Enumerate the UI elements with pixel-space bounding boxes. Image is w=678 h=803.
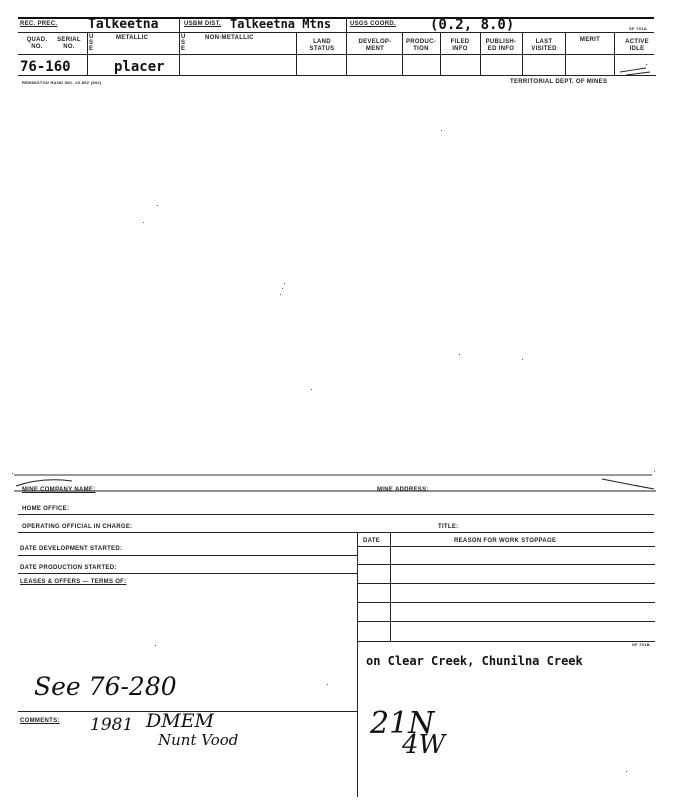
usbm-dist-value: Talkeetna Mtns xyxy=(230,17,332,31)
scan-speck xyxy=(311,389,312,390)
title-label: TITLE: xyxy=(438,524,459,530)
mine-company-name-label: MINE COMPANY NAME: xyxy=(22,487,96,493)
published-info-header: PUBLISH- ED INFO xyxy=(485,39,517,52)
nonmetallic-header: NON-METALLIC xyxy=(205,35,254,41)
usgs-coord-value: (0.2, 8.0) xyxy=(430,17,515,33)
home-office-label: HOME OFFICE: xyxy=(22,506,70,512)
quad-no-header: QUAD. NO. xyxy=(26,37,48,50)
handwritten-comment-name: Nunt Vood xyxy=(158,731,239,749)
comments-label: COMMENTS: xyxy=(20,718,60,724)
scan-speck xyxy=(654,471,655,472)
mine-address-label: MINE ADDRESS: xyxy=(377,487,429,493)
department-name: TERRITORIAL DEPT. OF MINES xyxy=(510,79,608,85)
serial-no-header: SERIAL NO. xyxy=(57,37,81,50)
scan-speck xyxy=(155,645,156,646)
use-nonmetallic-header: USE xyxy=(181,34,186,52)
active-idle-check-mark xyxy=(616,60,656,78)
production-header: PRODUC- TION xyxy=(405,39,437,52)
handwritten-range: 4W xyxy=(402,730,446,760)
active-idle-header: ACTIVE IDLE xyxy=(625,39,649,52)
form-number-bottom: SF 701B xyxy=(632,642,650,647)
usbm-dist-label: USBM DIST. xyxy=(184,21,222,27)
location-text: on Clear Creek, Chunilna Creek xyxy=(366,654,583,668)
scan-speck xyxy=(12,473,13,474)
printer-imprint: REMINGTON RAND INC. 20 892 (892) xyxy=(22,80,102,85)
scan-speck xyxy=(280,294,281,295)
date-column-header: DATE xyxy=(363,538,381,544)
usgs-coord-label: USGS COORD. xyxy=(350,21,396,27)
scan-speck xyxy=(327,684,328,685)
last-visited-header: LAST VISITED xyxy=(531,39,557,52)
scan-speck xyxy=(626,771,627,772)
rec-prec-label: REC. PREC. xyxy=(20,21,58,27)
record-number: 76-160 xyxy=(20,59,71,75)
record-type: placer xyxy=(114,59,165,75)
use-metallic-header: USE xyxy=(89,34,94,52)
filed-info-header: FILED INFO xyxy=(450,39,470,52)
rec-prec-value: Talkeetna xyxy=(88,17,159,32)
scan-speck xyxy=(522,359,523,360)
development-header: DEVELOP- MENT xyxy=(358,39,392,52)
leases-offers-label: LEASES & OFFERS — TERMS OF: xyxy=(20,579,127,585)
form-number-top: SF 701A xyxy=(629,26,647,31)
scan-speck xyxy=(441,130,442,131)
scan-speck xyxy=(157,205,158,206)
scan-speck xyxy=(282,288,283,289)
operating-official-label: OPERATING OFFICIAL IN CHARGE: xyxy=(22,524,133,530)
metallic-header: METALLIC xyxy=(116,35,149,41)
scan-speck xyxy=(459,354,460,355)
bottom-card-top-border xyxy=(12,465,662,495)
scan-speck xyxy=(143,222,144,223)
reason-for-work-stoppage-header: REASON FOR WORK STOPPAGE xyxy=(454,538,557,544)
handwritten-cross-reference: See 76-280 xyxy=(34,672,177,701)
date-development-started-label: DATE DEVELOPMENT STARTED: xyxy=(20,546,123,552)
scan-speck xyxy=(284,283,285,284)
handwritten-comment-agency: DMEM xyxy=(146,710,215,732)
date-production-started-label: DATE PRODUCTION STARTED: xyxy=(20,565,117,571)
handwritten-comment-year: 1981 xyxy=(90,715,134,735)
land-status-header: LAND STATUS xyxy=(309,39,335,52)
merit-header: MERIT xyxy=(579,37,601,43)
handwritten-township: 21N xyxy=(370,706,435,741)
